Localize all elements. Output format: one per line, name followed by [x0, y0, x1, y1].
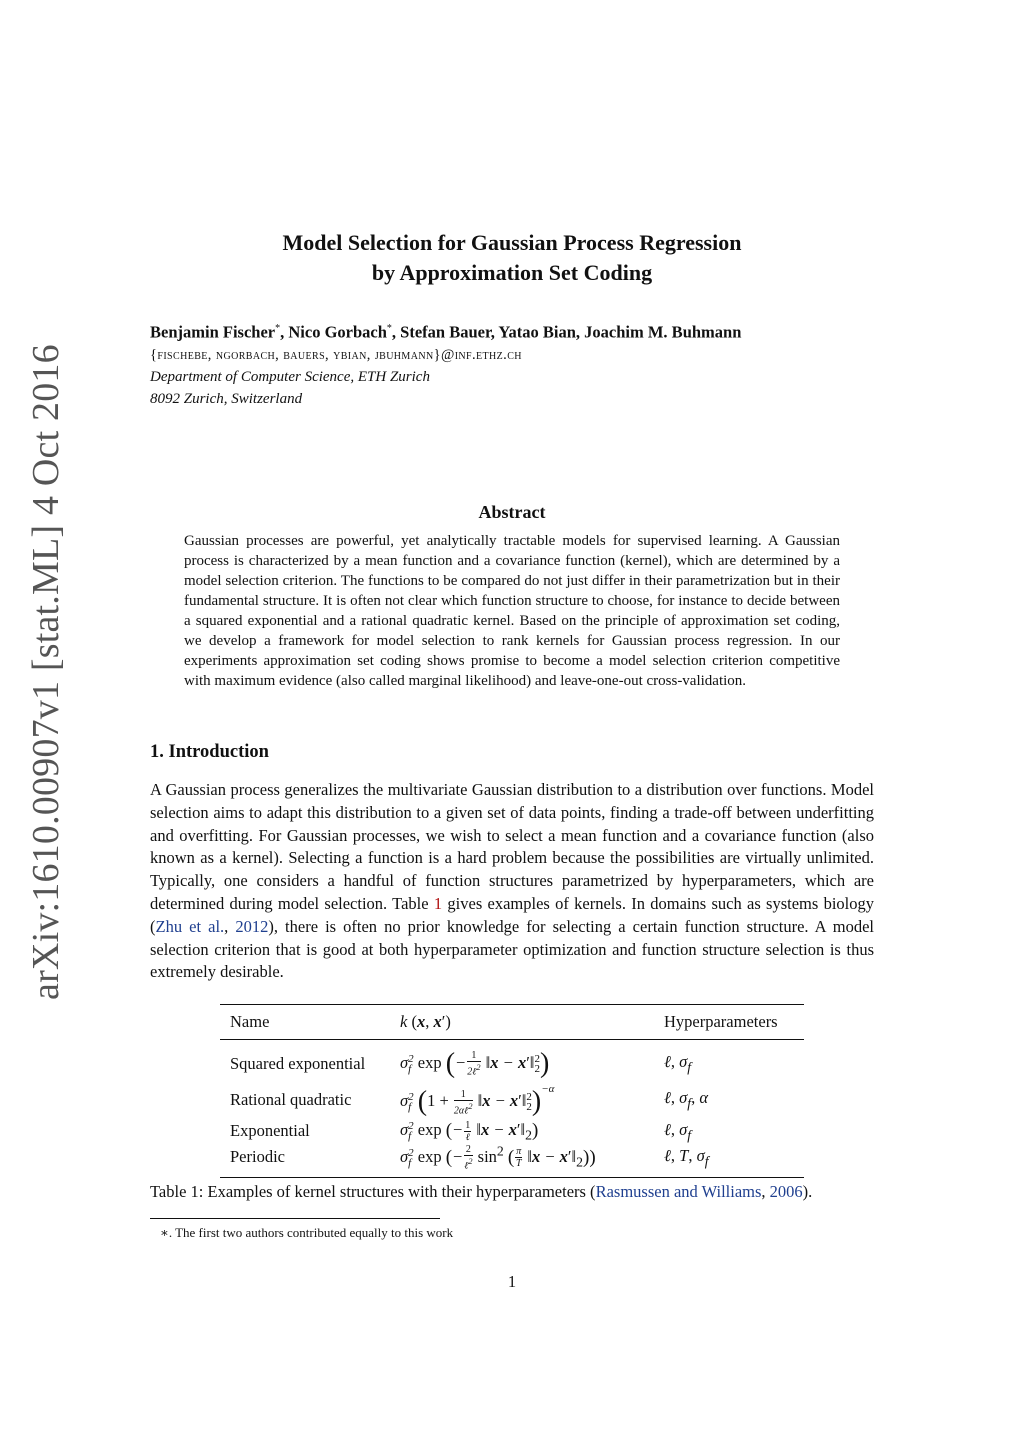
table-row — [220, 1143, 804, 1178]
table-caption — [150, 1181, 890, 1203]
column-header-hyperparameters: Hyperparameters — [664, 1012, 778, 1031]
abstract-heading: Abstract — [478, 502, 546, 522]
author-emails: {fischebe, ngorbach, bauers, ybian, jbuhmann}@inf.ethz.ch — [150, 346, 522, 363]
author-name: Joachim M. Buhmann — [584, 322, 742, 342]
author-block — [150, 318, 910, 410]
caption-text: Table 1: Examples of kernel structures with their hyperparameters ( — [150, 1182, 596, 1201]
column-header-kernel — [390, 1005, 654, 1040]
caption-citation-separator: , — [761, 1182, 770, 1201]
caption-citation-year-link[interactable]: 2006 — [769, 1182, 803, 1201]
column-header-name: Name — [230, 1012, 270, 1031]
abstract-text: Gaussian processes are powerful, yet analytically tractable models for supervised learning. A Gaussian process is characterized by a mean function and a covariance function (kernel), which are determined by a model selection criterion. The functions to be compared do not just differ in their parametrization but in their fundamental structure. It is often not clear which function structure to choose, for instance to decide between a squared exponential and a rational quadratic kernel. Based on the principle of approximation set coding, we develop a framework for model selection to rank kernels for Gaussian process regression. In our experiments approximation set coding shows promise to become a model selection criterion competitive with maximum evidence (also called marginal likelihood) and leave-one-out cross-validation. — [184, 533, 840, 689]
affiliation-department: Department of Computer Science, ETH Zurich — [150, 368, 430, 385]
kernel-name: Squared exponential — [230, 1053, 366, 1073]
author-name: Nico Gorbach — [288, 322, 387, 342]
footnote-divider — [150, 1218, 440, 1219]
kernel-formula: σ 2 f exp (− $\frac{1}{2\ell^2}$ ‖x − x′‖ 2 2 ) — [400, 1047, 550, 1079]
caption-citation-link[interactable]: Rasmussen and Williams — [595, 1182, 762, 1201]
paper-title — [0, 228, 1024, 288]
intro-text: gives examples of kernels. In domains such as systems biology ( — [150, 893, 874, 936]
page-number: 1 — [507, 1272, 517, 1291]
kernel-formula: σ 2 f exp (− $\frac{1}{\text{ℓ}}$ ‖x − $x'‖_2$) — [400, 1119, 539, 1143]
equal-contribution-mark: * — [275, 323, 281, 334]
kernel-name: Rational quadratic — [230, 1089, 352, 1109]
table-row — [220, 1040, 804, 1080]
citation-year-link[interactable]: 2012 — [235, 916, 269, 936]
kernel-hyperparameters: ℓ, T, $\sigma_f$ — [664, 1145, 709, 1168]
table-row — [220, 1080, 804, 1120]
kernel-formula: σ 2 f exp (− $\frac{2}{\ell^2}$ $\sin^2$ ( $\frac{\pi}{T}$ ‖x − $x'‖_2$)) — [400, 1143, 596, 1172]
affiliation-address: 8092 Zurich, Switzerland — [150, 390, 303, 407]
kernel-hyperparameters: ℓ, $\sigma_f$, α — [664, 1087, 709, 1111]
table-header-row — [220, 1005, 804, 1040]
kernel-table — [220, 1004, 804, 1178]
footnote: ∗. The first two authors contributed equally to this work — [160, 1225, 454, 1240]
intro-text: ), there is often no prior knowledge for selecting a certain function structure. A model selection criterion that is good at both hyperparameter optimization and function structure selection is thus extremely desirable. — [150, 916, 874, 982]
arxiv-identifier: arXiv:1610.00907v1 [stat.ML] 4 Oct 2016 — [25, 344, 67, 1000]
title-line-1: Model Selection for Gaussian Process Regression — [282, 230, 742, 255]
citation-separator: , — [224, 916, 236, 936]
author-names: Benjamin Fischer*, Nico Gorbach*, Stefan Bauer, Yatao Bian, Joachim M. Buhmann — [150, 322, 742, 342]
table-row — [220, 1120, 804, 1144]
kernel-name: Exponential — [230, 1121, 310, 1141]
author-name: Benjamin Fischer — [150, 322, 276, 342]
caption-suffix: ). — [802, 1182, 813, 1201]
title-line-2: by Approximation Set Coding — [371, 260, 653, 285]
citation-link[interactable]: Zhu et al. — [155, 916, 225, 936]
table-reference-link[interactable]: 1 — [433, 893, 443, 913]
introduction-paragraph — [150, 779, 874, 984]
equal-contribution-mark: * — [386, 323, 392, 334]
kernel-hyperparameters: ℓ, $\sigma_f$ — [664, 1119, 692, 1142]
section-heading-introduction: 1. Introduction — [150, 742, 269, 762]
kernel-name: Periodic — [230, 1147, 285, 1167]
kernel-formula: σ 2 f (1 + $\frac{1}{2\alpha\ell^2}$ ‖x − x′‖ 2 2 )$^{-\alpha}$ — [400, 1083, 555, 1118]
intro-text: A Gaussian process generalizes the multivariate Gaussian distribution to a distribution over functions. Model selection aims to adapt this distribution to a given set of data points, finding a trade-off between underfitting and overfitting. For Gaussian processes, we wish to select a mean function and a covariance function (also known as a kernel). Selecting a function is a hard problem because the possibilities are virtually unlimited. Typically, one considers a handful of function structures parametrized by hyperparameters, which are determined during model selection. Table — [150, 780, 874, 913]
kernel-header-formula: k (x, x′) — [400, 1012, 451, 1031]
kernel-hyperparameters: ℓ, $\sigma_f$ — [664, 1052, 692, 1075]
author-name: Yatao Bian, — [498, 322, 581, 342]
author-name: Stefan Bauer, — [400, 322, 495, 342]
